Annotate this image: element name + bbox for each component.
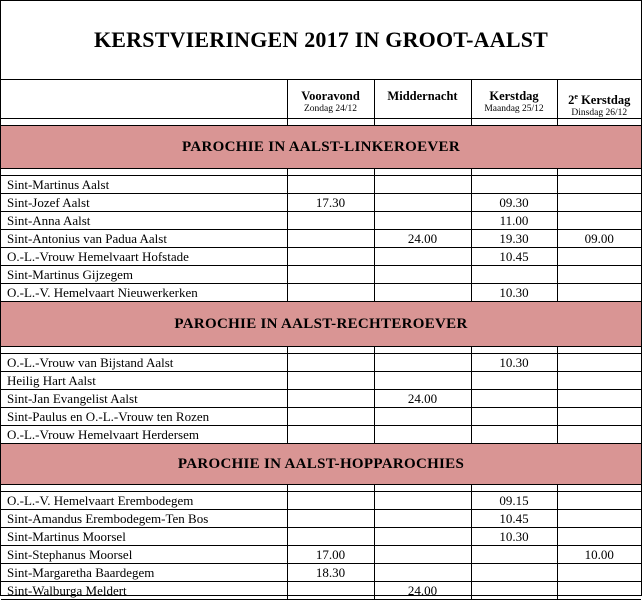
church-name: Sint-Martinus Aalst	[1, 176, 287, 194]
section-header-row	[1, 126, 641, 169]
mass-time-cell	[287, 266, 374, 284]
church-row	[1, 528, 641, 546]
mass-time-cell	[471, 390, 557, 408]
mass-time-cell	[287, 492, 374, 510]
mass-time-cell: 10.30	[471, 528, 557, 546]
header-date: Zondag 24/12	[303, 104, 358, 114]
spacer-cell	[557, 485, 641, 492]
spacer-cell	[557, 169, 641, 176]
mass-time-cell	[374, 564, 471, 582]
church-row	[1, 390, 641, 408]
mass-time-cell	[557, 564, 641, 582]
church-row	[1, 408, 641, 426]
mass-time-cell: 24.00	[374, 582, 471, 600]
church-name: Sint-Amandus Erembodegem-Ten Bos	[1, 510, 287, 528]
mass-time-cell: 17.00	[287, 546, 374, 564]
mass-time-cell	[557, 176, 641, 194]
mass-time-cell	[557, 248, 641, 266]
mass-time-cell	[557, 528, 641, 546]
church-name: O.-L.-Vrouw Hemelvaart Herdersem	[1, 426, 287, 444]
church-name: Sint-Margaretha Baardegem	[1, 564, 287, 582]
header-date: Maandag 25/12	[484, 104, 544, 114]
spacer-cell	[471, 169, 557, 176]
mass-time-cell	[471, 564, 557, 582]
header-label: Vooravond	[301, 89, 360, 103]
mass-time-cell	[471, 176, 557, 194]
mass-time-cell: 10.00	[557, 546, 641, 564]
church-name: O.-L.-V. Hemelvaart Erembodegem	[1, 492, 287, 510]
mass-time-cell: 17.30	[287, 194, 374, 212]
section-spacer-row	[1, 169, 641, 176]
mass-time-cell	[374, 354, 471, 372]
spacer-cell	[287, 169, 374, 176]
spacer-cell	[374, 119, 471, 126]
mass-time-cell	[374, 266, 471, 284]
mass-time-cell	[557, 582, 641, 600]
church-row	[1, 248, 641, 266]
header-vooravond	[287, 80, 374, 119]
church-row	[1, 510, 641, 528]
mass-time-cell	[287, 372, 374, 390]
church-name: Sint-Walburga Meldert	[1, 582, 287, 600]
church-row	[1, 564, 641, 582]
mass-time-cell	[287, 284, 374, 302]
mass-time-cell	[374, 528, 471, 546]
spacer-cell	[1, 347, 287, 354]
church-row	[1, 266, 641, 284]
mass-time-cell	[374, 372, 471, 390]
section-spacer-row	[1, 347, 641, 354]
mass-time-cell	[471, 426, 557, 444]
church-name: Sint-Anna Aalst	[1, 212, 287, 230]
church-row	[1, 426, 641, 444]
header-label: Kerstdag	[489, 89, 539, 103]
spacer-cell	[1, 119, 287, 126]
mass-time-cell: 18.30	[287, 564, 374, 582]
spacer-cell	[1, 485, 287, 492]
spacer-cell	[374, 169, 471, 176]
church-name: Sint-Paulus en O.-L.-Vrouw ten Rozen	[1, 408, 287, 426]
church-row	[1, 492, 641, 510]
header-row	[1, 80, 641, 119]
section-spacer-row	[1, 119, 641, 126]
spacer-cell	[471, 347, 557, 354]
church-row	[1, 372, 641, 390]
mass-time-cell	[374, 426, 471, 444]
schedule-table	[1, 80, 641, 600]
mass-time-cell: 09.30	[471, 194, 557, 212]
mass-time-cell	[287, 354, 374, 372]
church-name: Sint-Martinus Gijzegem	[1, 266, 287, 284]
mass-time-cell	[287, 212, 374, 230]
mass-time-cell	[471, 582, 557, 600]
spacer-cell	[287, 119, 374, 126]
section-title: PAROCHIE IN AALST-RECHTEROEVER	[1, 302, 641, 347]
mass-time-cell: 10.30	[471, 354, 557, 372]
schedule-body	[1, 80, 641, 600]
mass-time-cell	[287, 510, 374, 528]
mass-time-cell	[557, 426, 641, 444]
church-name: Sint-Jan Evangelist Aalst	[1, 390, 287, 408]
church-name: Heilig Hart Aalst	[1, 372, 287, 390]
mass-time-cell	[287, 426, 374, 444]
mass-time-cell: 09.15	[471, 492, 557, 510]
mass-time-cell	[557, 372, 641, 390]
church-row	[1, 176, 641, 194]
header-date: Dinsdag 26/12	[571, 108, 628, 119]
page-title: KERSTVIERINGEN 2017 IN GROOT-AALST	[1, 1, 641, 80]
header-tweede-kerstdag	[557, 80, 641, 119]
header-blank-cell	[1, 80, 287, 119]
mass-time-cell	[374, 492, 471, 510]
mass-time-cell	[287, 408, 374, 426]
header-kerstdag	[471, 80, 557, 119]
header-label-rest: Kerstdag	[577, 93, 631, 108]
mass-time-cell	[471, 546, 557, 564]
mass-time-cell: 10.30	[471, 284, 557, 302]
church-row	[1, 546, 641, 564]
mass-time-cell	[287, 390, 374, 408]
church-name: Sint-Antonius van Padua Aalst	[1, 230, 287, 248]
mass-time-cell	[287, 582, 374, 600]
section-spacer-row	[1, 485, 641, 492]
church-row	[1, 212, 641, 230]
spacer-cell	[287, 347, 374, 354]
mass-time-cell	[287, 248, 374, 266]
mass-time-cell	[557, 408, 641, 426]
mass-time-cell	[374, 284, 471, 302]
church-name: O.-L.-V. Hemelvaart Nieuwerkerken	[1, 284, 287, 302]
mass-time-cell	[374, 546, 471, 564]
header-middernacht	[374, 80, 471, 119]
church-name: O.-L.-Vrouw Hemelvaart Hofstade	[1, 248, 287, 266]
spacer-cell	[374, 347, 471, 354]
church-name: O.-L.-Vrouw van Bijstand Aalst	[1, 354, 287, 372]
spacer-cell	[557, 119, 641, 126]
header-label: Middernacht	[387, 89, 458, 103]
mass-time-cell	[471, 266, 557, 284]
mass-time-cell	[287, 528, 374, 546]
spacer-cell	[374, 485, 471, 492]
church-name: Sint-Stephanus Moorsel	[1, 546, 287, 564]
mass-time-cell: 19.30	[471, 230, 557, 248]
header-label-sup: e	[574, 92, 578, 101]
mass-time-cell: 11.00	[471, 212, 557, 230]
mass-time-cell: 10.45	[471, 510, 557, 528]
spacer-cell	[557, 347, 641, 354]
church-row	[1, 354, 641, 372]
mass-time-cell: 24.00	[374, 390, 471, 408]
mass-time-cell: 09.00	[557, 230, 641, 248]
mass-time-cell	[374, 510, 471, 528]
mass-time-cell	[557, 510, 641, 528]
header-label-num: 2	[568, 93, 575, 108]
section-title: PAROCHIE IN AALST-LINKEROEVER	[1, 126, 641, 169]
section-header-row	[1, 302, 641, 347]
mass-time-cell	[374, 248, 471, 266]
mass-time-cell	[287, 176, 374, 194]
section-title: PAROCHIE IN AALST-HOPPAROCHIES	[1, 444, 641, 485]
church-row	[1, 194, 641, 212]
mass-time-cell	[287, 230, 374, 248]
mass-time-cell	[374, 408, 471, 426]
mass-time-cell: 10.45	[471, 248, 557, 266]
mass-time-cell	[557, 284, 641, 302]
header-label	[558, 89, 642, 108]
mass-time-cell	[374, 212, 471, 230]
church-row	[1, 582, 641, 600]
church-row	[1, 284, 641, 302]
mass-time-cell	[471, 408, 557, 426]
mass-time-cell: 24.00	[374, 230, 471, 248]
church-row	[1, 230, 641, 248]
mass-time-cell	[557, 212, 641, 230]
mass-time-cell	[374, 194, 471, 212]
spacer-cell	[471, 485, 557, 492]
mass-time-cell	[374, 176, 471, 194]
spacer-cell	[287, 485, 374, 492]
section-header-row	[1, 444, 641, 485]
mass-time-cell	[471, 372, 557, 390]
church-name: Sint-Jozef Aalst	[1, 194, 287, 212]
spacer-cell	[471, 119, 557, 126]
mass-time-cell	[557, 266, 641, 284]
mass-time-cell	[557, 194, 641, 212]
mass-time-cell	[557, 354, 641, 372]
spacer-cell	[1, 169, 287, 176]
mass-time-cell	[557, 390, 641, 408]
mass-time-cell	[557, 492, 641, 510]
church-name: Sint-Martinus Moorsel	[1, 528, 287, 546]
